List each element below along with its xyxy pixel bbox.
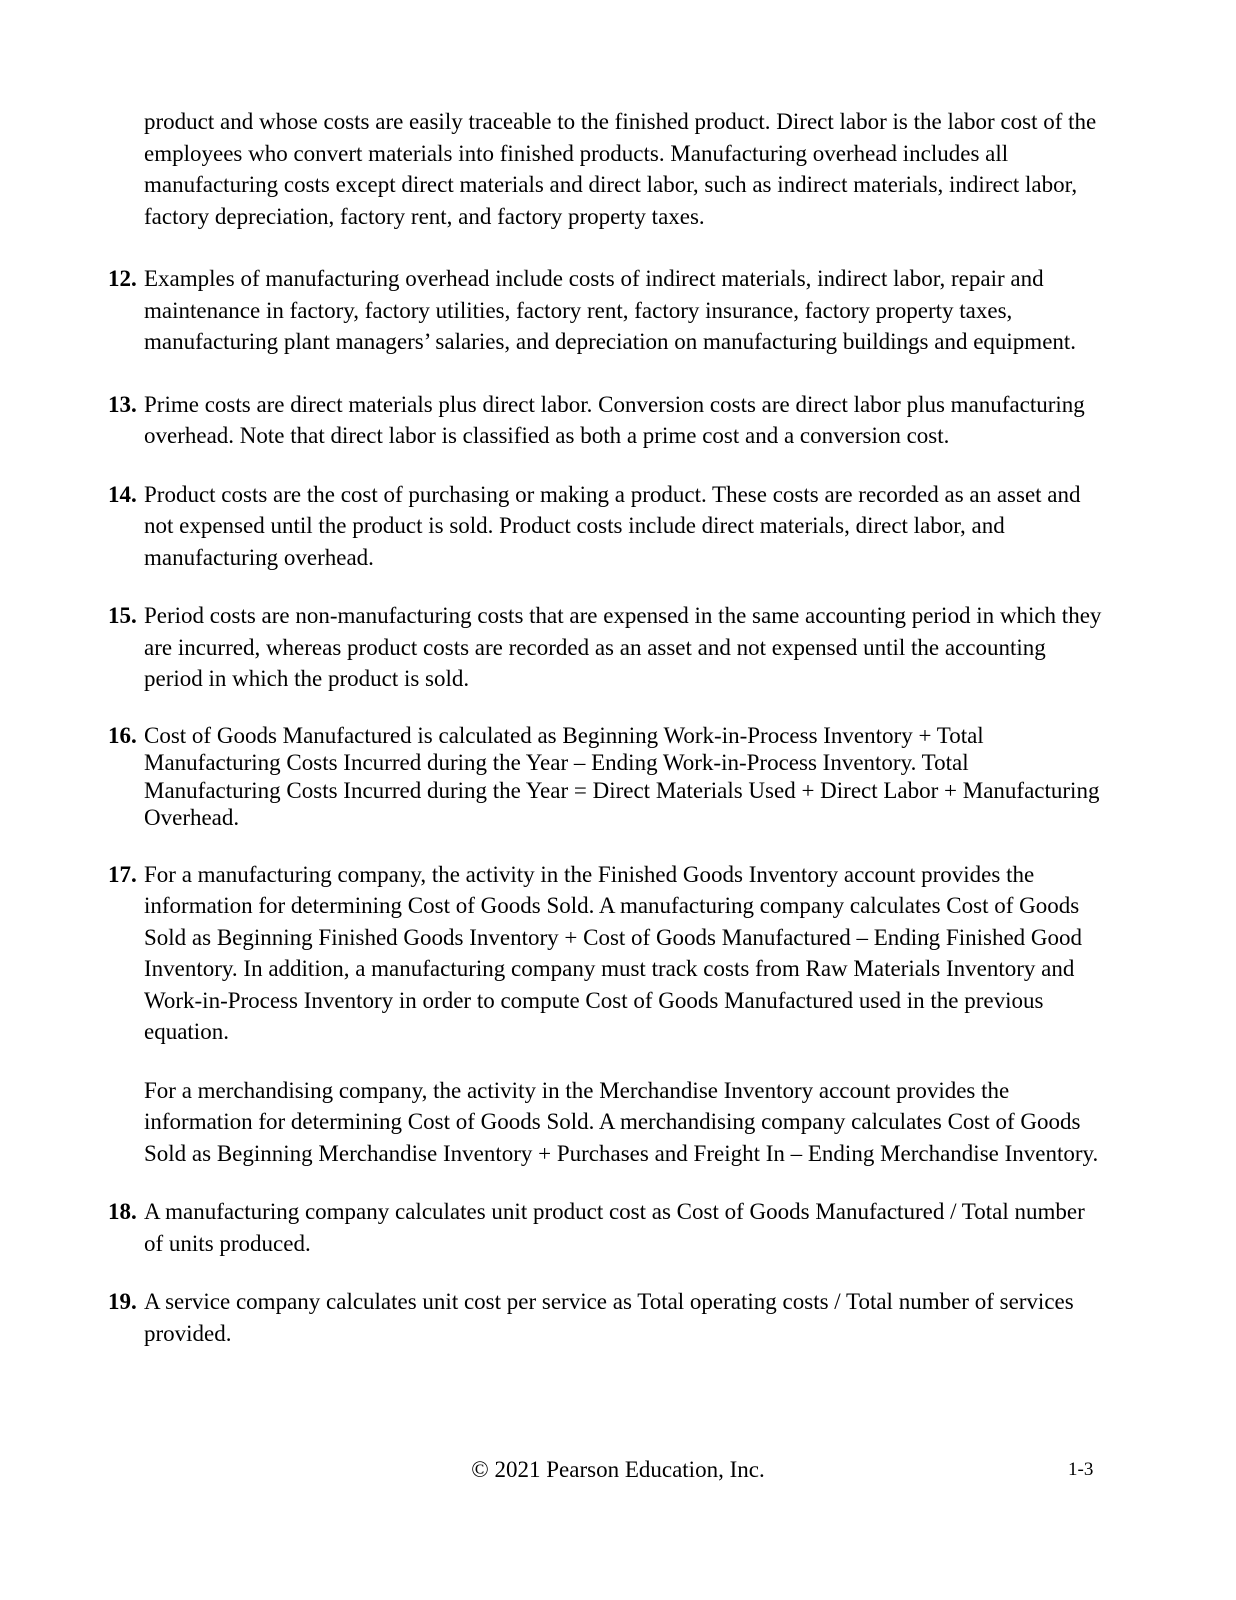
copyright-footer: © 2021 Pearson Education, Inc. [471, 1457, 765, 1482]
item-text: Examples of manufacturing overhead include costs of indirect materials, indirect labor, repair and maintenance in factory, factory utilities, factory rent, factory insurance, factory property taxes, manufacturing plant managers’ salaries, and depreciation on manufacturing buildings and equipment. [144, 266, 1077, 354]
answer-item-14 [108, 479, 1108, 574]
item-text: For a manufacturing company, the activity in the Finished Goods Inventory account provides the information for determining Cost of Goods Sold. A manufacturing company calculates Cost of Goods Sold as Beginning Finished Goods Inventory + Cost of Goods Manufactured – Ending Finished Good Inventory. In addition, a manufacturing company must track costs from Raw Materials Inventory and Work-in-Process Inventory in order to compute Cost of Goods Manufactured used in the previous equation. [144, 861, 1083, 1044]
item-text: For a merchandising company, the activity in the Merchandise Inventory account provides the information for determining Cost of Goods Sold. A merchandising company calculates Cost of Goods Sold as Beginning Merchandise Inventory + Purchases and Freight In – Ending Merchandise Inventory. [144, 1077, 1099, 1166]
item-number: 12. [108, 266, 137, 291]
item-number: 13. [108, 391, 137, 417]
answer-item-19 [108, 1286, 1108, 1349]
answer-item-17 [108, 859, 1108, 1048]
item-text: Product costs are the cost of purchasing or making a product. These costs are recorded as an asset and not expensed until the product is sold. Product costs include direct materials, direct labor, and manufacturing overhead. [144, 481, 1081, 570]
answer-list [108, 106, 1108, 1349]
item-text: Period costs are non-manufacturing costs that are expensed in the same accounting period in which they are incurred, whereas product costs are recorded as an asset and not expensed until the accounting period in which the product is sold. [144, 603, 1102, 691]
item-number: 19. [108, 1289, 137, 1314]
item-number: 18. [108, 1199, 137, 1224]
answer-item-13 [108, 389, 1108, 452]
item-text: A manufacturing company calculates unit product cost as Cost of Goods Manufactured / Total number of units produced. [144, 1199, 1085, 1256]
item-number: 14. [108, 481, 137, 507]
item-number: 15. [108, 603, 137, 628]
paragraph-text: product and whose costs are easily traceable to the finished product. Direct labor is the labor cost of the employees who convert materials into finished products. Manufacturing overhead includes all manufacturing costs except direct materials and direct labor, such as indirect materials, indirect labor, factory depreciation, factory rent, and factory property taxes. [144, 109, 1097, 229]
item-text: Prime costs are direct materials plus direct labor. Conversion costs are direct labor plus manufacturing overhead. Note that direct labor is classified as both a prime cost and a conversion cost. [144, 391, 1085, 448]
item-text: Cost of Goods Manufactured is calculated as Beginning Work-in-Process Inventory + Total Manufacturing Costs Incurred during the Year – Ending Work-in-Process Inventory. Total Manufacturing Costs Incurred during the Year = Direct Materials Used + Direct Labor + Manufacturing Overhead. [144, 722, 1100, 830]
answer-item-12 [108, 263, 1108, 358]
answer-item-18 [108, 1196, 1108, 1259]
item-number: 16. [108, 722, 137, 748]
answer-item-15 [108, 600, 1108, 695]
answer-item-17-continued [108, 1075, 1108, 1170]
continued-paragraph [108, 106, 1108, 232]
page-number: 1-3 [1068, 1459, 1094, 1480]
answer-item-16 [108, 722, 1108, 832]
item-number: 17. [108, 861, 137, 887]
item-text: A service company calculates unit cost per service as Total operating costs / Total number of services provided. [144, 1289, 1074, 1346]
